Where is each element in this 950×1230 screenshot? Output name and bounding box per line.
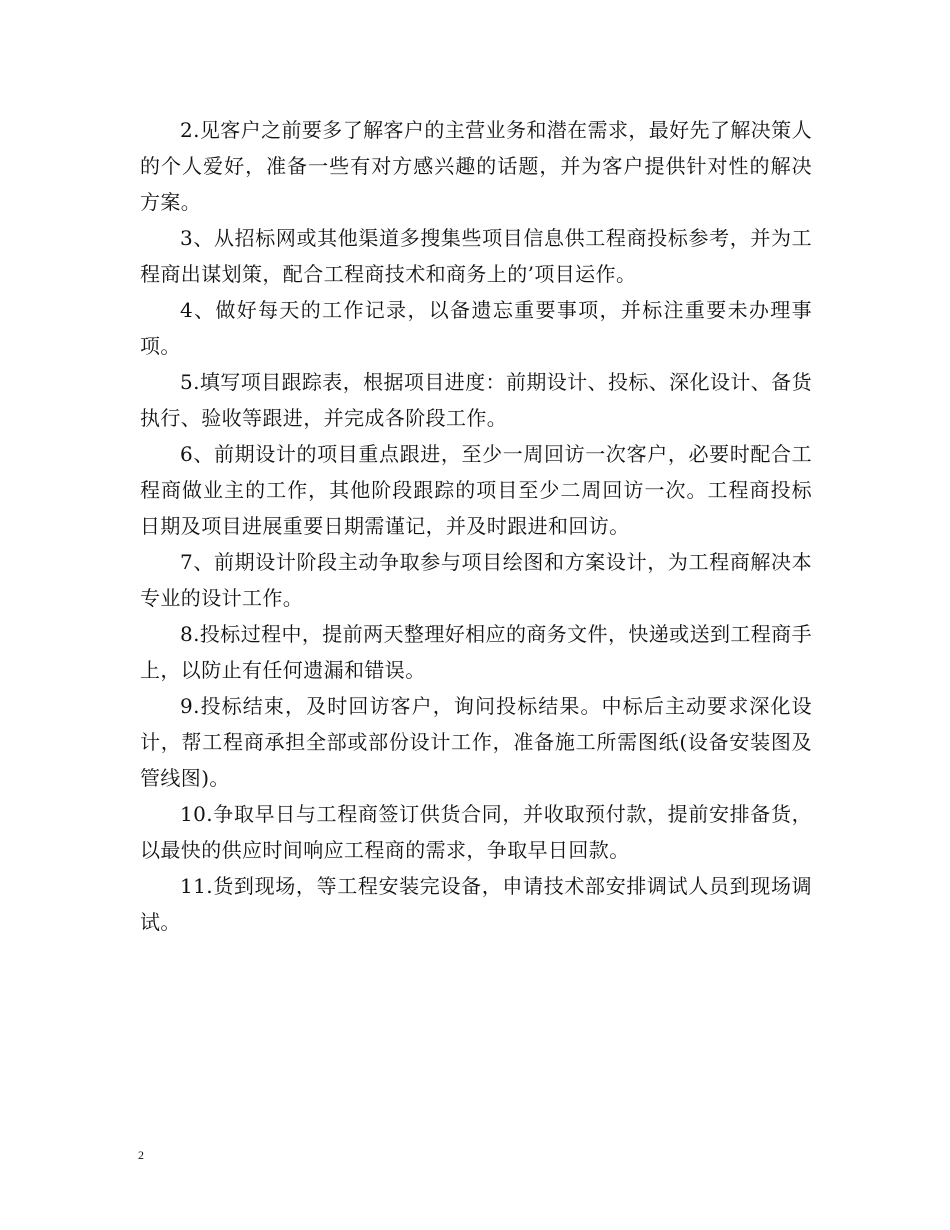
paragraph-item-2: 2.见客户之前要多了解客户的主营业务和潜在需求，最好先了解决策人的个人爱好，准备一些有对方感兴趣的话题，并为客户提供针对性的解决方案。: [140, 118, 812, 214]
paragraph-item-5: 5.填写项目跟踪表，根据项目进度：前期设计、投标、深化设计、备货执行、验收等跟进，并完成各阶段工作。: [140, 370, 812, 430]
paragraph-item-8: 8.投标过程中，提前两天整理好相应的商务文件，快递或送到工程商手上，以防止有任何遗漏和错误。: [140, 622, 812, 682]
paragraph-item-6: 6、前期设计的项目重点跟进，至少一周回访一次客户，必要时配合工程商做业主的工作，其他阶段跟踪的项目至少二周回访一次。工程商投标日期及项目进展重要日期需谨记，并及时跟进和回访。: [140, 442, 812, 538]
paragraph-item-10: 10.争取早日与工程商签订供货合同，并收取预付款，提前安排备货，以最快的供应时间响应工程商的需求，争取早日回款。: [140, 802, 812, 862]
paragraph-item-3: 3、从招标网或其他渠道多搜集些项目信息供工程商投标参考，并为工程商出谋划策，配合工程商技术和商务上的’项目运作。: [140, 226, 812, 286]
document-body: [140, 112, 812, 940]
paragraph-item-11: 11.货到现场，等工程安装完设备，申请技术部安排调试人员到现场调试。: [140, 874, 812, 934]
paragraph-item-4: 4、做好每天的工作记录，以备遗忘重要事项，并标注重要未办理事项。: [140, 298, 812, 358]
paragraph-item-7: 7、前期设计阶段主动争取参与项目绘图和方案设计，为工程商解决本专业的设计工作。: [140, 550, 812, 610]
paragraph-item-9: 9.投标结束，及时回访客户，询问投标结果。中标后主动要求深化设计，帮工程商承担全部或部份设计工作，准备施工所需图纸(设备安装图及管线图)。: [140, 694, 812, 790]
page-number: 2: [138, 1148, 144, 1162]
